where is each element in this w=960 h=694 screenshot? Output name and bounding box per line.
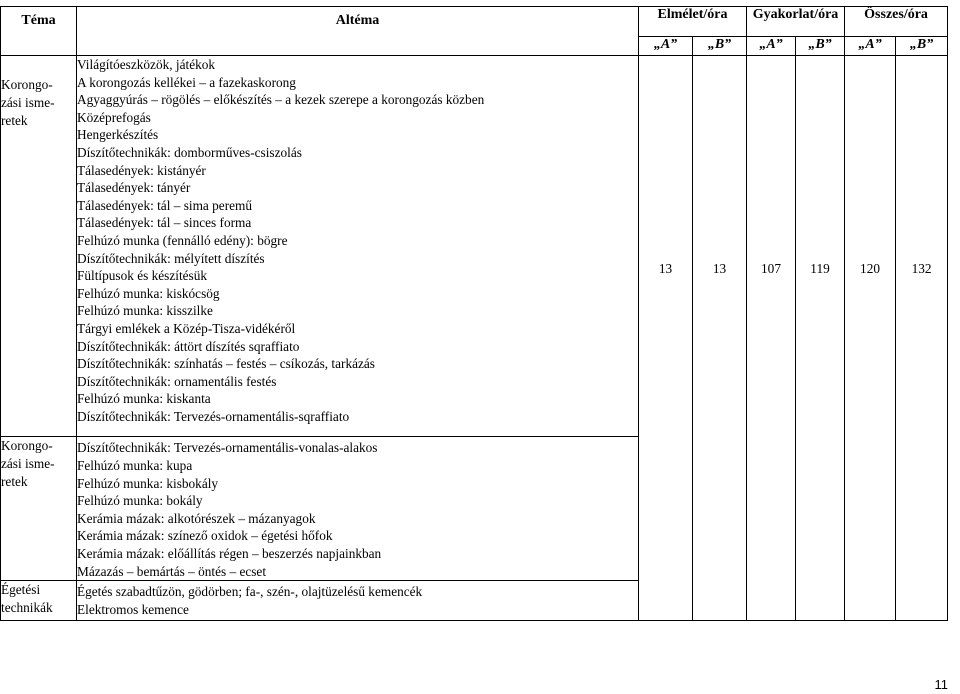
subtopic-item: Kerámia mázak: alkotórészek – mázanyagok [77,510,316,526]
subtopic-item: Kerámia mázak: előállítás régen – beszerzés napjainkban [77,546,382,562]
topic-cell-2 [1,437,77,581]
hours-elmelet-a: 13 [639,56,693,621]
subtopic-item: Díszítőtechnikák: áttört díszítés sqraffiato [77,338,300,354]
subtopic-item: Kerámia mázak: színező oxidok – égetési hőfok [77,528,333,544]
subtopic-item: Felhúzó munka: kupa [77,458,193,474]
subtopic-item: Tálasedények: tányér [77,180,191,196]
subtopic-item: Elektromos kemence [77,601,189,617]
subtopic-item: Felhúzó munka: kiskócsög [77,285,220,301]
header-tema: Téma [1,7,77,56]
subtopic-item: Tárgyi emlékek a Közép-Tisza-vidékéről [77,320,296,336]
topic-cell-3 [1,581,77,621]
topic-line: zási isme- [1,95,55,110]
col-elmelet-a: „A” [639,37,693,56]
subtopic-item: Fültípusok és készítésük [77,268,208,284]
subtopic-item: Világítóeszközök, játékok [77,57,216,72]
topic-line: Korongo- [1,77,53,92]
topic-line: Korongo- [1,438,53,454]
subtopic-item: Tálasedények: kistányér [77,162,206,178]
hours-gyakorlat-a: 107 [747,56,796,621]
subtopic-item: Agyaggyúrás – rögölés – előkészítés – a kezek szerepe a korongozás közben [77,92,485,108]
col-osszes-a: „A” [845,37,896,56]
subtopic-item: Díszítőtechnikák: mélyített díszítés [77,250,265,266]
topic-line: technikák [1,600,53,616]
subtopic-item: Felhúzó munka: kisszilke [77,303,213,319]
col-gyakorlat-b: „B” [796,37,845,56]
subtopic-item: A korongozás kellékei – a fazekaskorong [77,74,296,90]
topic-line: zási isme- [1,456,55,472]
col-elmelet-b: „B” [693,37,747,56]
subtopic-item: Mázazás – bemártás – öntés – ecset [77,563,267,579]
subtopic-item: Díszítőtechnikák: Tervezés-ornamentális-sqraffiato [77,408,350,424]
col-osszes-b: „B” [896,37,948,56]
header-elmelet: Elmélet/óra [639,7,747,37]
header-gyakorlat: Gyakorlat/óra [747,7,845,37]
subtopic-item: Középrefogás [77,109,151,125]
subtopic-item: Hengerkészítés [77,127,159,143]
hours-elmelet-b: 13 [693,56,747,621]
subtopic-item: Felhúzó munka: kisbokály [77,475,219,491]
subtopic-item: Felhúzó munka: kiskanta [77,391,211,407]
hours-gyakorlat-b: 119 [796,56,845,621]
subtopic-item: Égetés szabadtűzön, gödörben; fa-, szén-, olajtüzelésű kemencék [77,584,423,600]
subtopic-item: Díszítőtechnikák: színhatás – festés – csíkozás, tarkázás [77,356,375,372]
section-row-1 [1,56,948,437]
header-osszes: Összes/óra [845,7,948,37]
topic-line: retek [1,113,28,128]
curriculum-table [0,6,948,621]
topic-cell-1 [1,56,77,437]
subtopic-item: Díszítőtechnikák: ornamentális festés [77,373,277,389]
subtopic-cell-1 [77,56,639,437]
hours-osszes-a: 120 [845,56,896,621]
topic-line: retek [1,474,28,490]
hours-osszes-b: 132 [896,56,948,621]
subtopic-item: Felhúzó munka: bokály [77,493,203,509]
subtopic-item: Felhúzó munka (fennálló edény): bögre [77,232,288,248]
subtopic-item: Díszítőtechnikák: Tervezés-ornamentális-vonalas-alakos [77,440,378,456]
subtopic-cell-3 [77,581,639,621]
subtopic-cell-2 [77,437,639,581]
topic-line: Égetési [1,582,41,598]
subtopic-item: Tálasedények: tál – sinces forma [77,215,252,231]
subtopic-item: Díszítőtechnikák: domborműves-csiszolás [77,144,302,160]
subtopic-item: Tálasedények: tál – sima peremű [77,197,253,213]
page-number: 11 [934,677,948,692]
header-altema: Altéma [77,7,639,56]
col-gyakorlat-a: „A” [747,37,796,56]
